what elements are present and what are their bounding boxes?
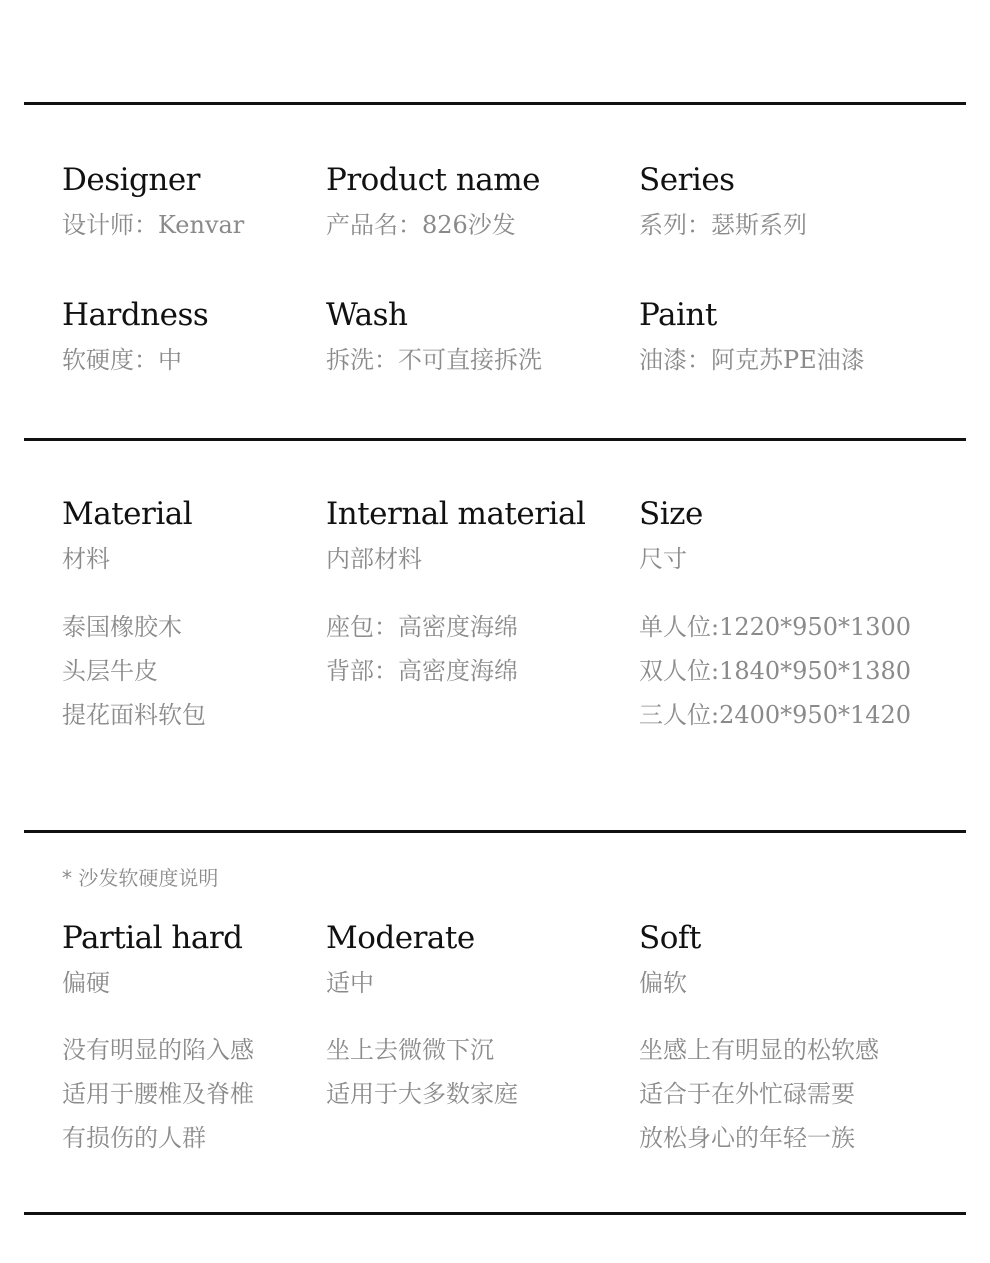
partial-hard-line: 有损伤的人群: [62, 1124, 206, 1152]
material-line: 泰国橡胶木: [62, 613, 182, 641]
partial-hard-line: 适用于腰椎及脊椎: [62, 1080, 254, 1108]
spec-wash-title: Wash: [326, 297, 408, 333]
hardness-partial-hard: [62, 920, 243, 998]
divider-top: [24, 102, 966, 105]
soft-line: 坐感上有明显的松软感: [639, 1036, 879, 1064]
soft-title: Soft: [639, 920, 701, 956]
partial-hard-line: 没有明显的陷入感: [62, 1036, 254, 1064]
spec-hardness-title: Hardness: [62, 297, 209, 333]
spec-paint-title: Paint: [639, 297, 717, 333]
material-line: 头层牛皮: [62, 657, 158, 685]
spec-designer-value: 设计师：Kenvar: [62, 211, 245, 239]
internal-material-line: 座包：高密度海绵: [326, 613, 518, 641]
partial-hard-subtitle: 偏硬: [62, 969, 110, 997]
spec-paint: [639, 297, 865, 375]
moderate-subtitle: 适中: [326, 969, 374, 997]
spec-wash-value: 拆洗：不可直接拆洗: [326, 346, 542, 374]
divider-after-materials: [24, 830, 966, 833]
soft-line: 放松身心的年轻一族: [639, 1124, 855, 1152]
partial-hard-title: Partial hard: [62, 920, 243, 956]
material-line: 提花面料软包: [62, 701, 206, 729]
spec-wash: [326, 297, 542, 375]
spec-designer-title: Designer: [62, 162, 200, 198]
hardness-soft: [639, 920, 701, 998]
hardness-note: * 沙发软硬度说明: [62, 866, 219, 890]
soft-subtitle: 偏软: [639, 969, 687, 997]
material-title: Material: [62, 496, 193, 532]
size-line: 双人位:1840*950*1380: [639, 657, 912, 685]
spec-hardness: [62, 297, 208, 375]
soft-line: 适合于在外忙碌需要: [639, 1080, 855, 1108]
spec-product-name-value: 产品名：826沙发: [326, 211, 516, 239]
spec-series: [639, 162, 807, 240]
moderate-line: 适用于大多数家庭: [326, 1080, 518, 1108]
size-title: Size: [639, 496, 703, 532]
divider-after-specs: [24, 438, 966, 441]
size-line: 单人位:1220*950*1300: [639, 613, 912, 641]
divider-bottom: [24, 1212, 966, 1215]
material-size: [639, 496, 703, 574]
material-internal: [326, 496, 585, 574]
spec-product-name-title: Product name: [326, 162, 541, 198]
spec-series-title: Series: [639, 162, 735, 198]
moderate-description: [326, 1028, 518, 1116]
size-line: 三人位:2400*950*1420: [639, 701, 912, 729]
size-list: [639, 605, 911, 737]
spec-product-name: [326, 162, 540, 240]
partial-hard-description: [62, 1028, 254, 1160]
hardness-moderate: [326, 920, 475, 998]
spec-designer: [62, 162, 244, 240]
spec-hardness-value: 软硬度：中: [62, 346, 182, 374]
internal-material-title: Internal material: [326, 496, 586, 532]
size-subtitle: 尺寸: [639, 545, 687, 573]
moderate-title: Moderate: [326, 920, 475, 956]
spec-series-value: 系列：瑟斯系列: [639, 211, 807, 239]
spec-paint-value: 油漆：阿克苏PE油漆: [639, 346, 865, 374]
internal-material-subtitle: 内部材料: [326, 545, 422, 573]
material-subtitle: 材料: [62, 545, 110, 573]
internal-material-list: [326, 605, 518, 693]
material-main: [62, 496, 192, 574]
material-list: [62, 605, 206, 737]
soft-description: [639, 1028, 879, 1160]
moderate-line: 坐上去微微下沉: [326, 1036, 494, 1064]
internal-material-line: 背部：高密度海绵: [326, 657, 518, 685]
